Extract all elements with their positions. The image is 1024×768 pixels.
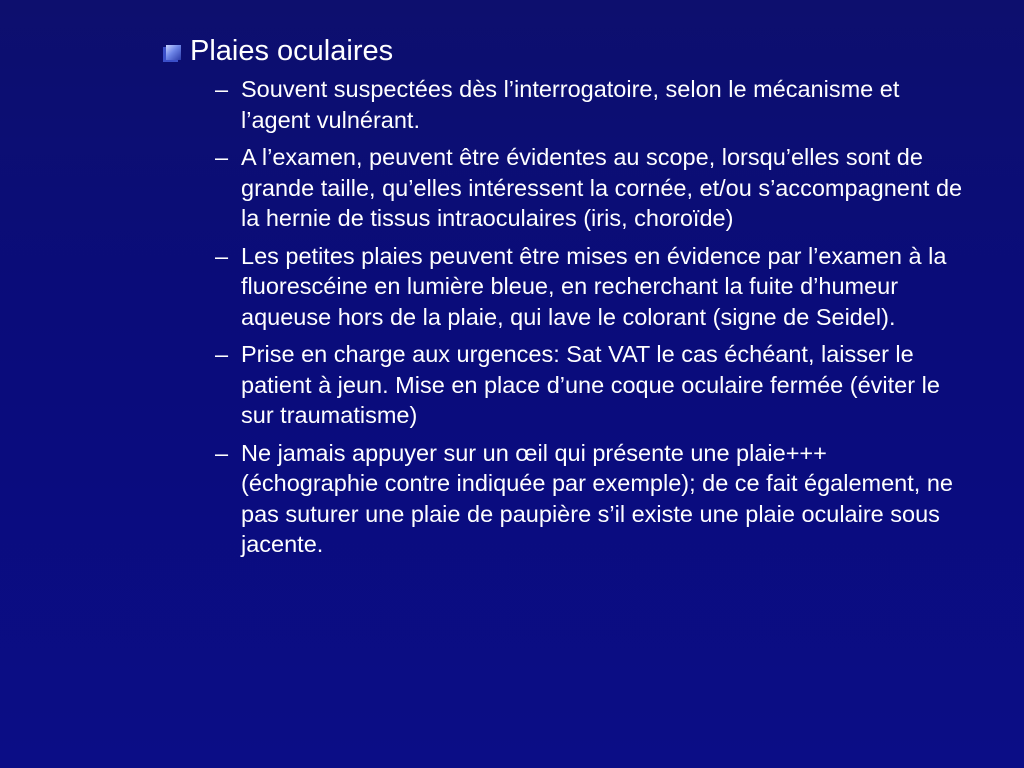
sub-bullet-item	[215, 74, 966, 135]
sub-bullet-text: Ne jamais appuyer sur un œil qui présente une plaie+++ (échographie contre indiquée par exemple); de ce fait également, ne pas suturer une plaie de paupière s’il existe une plaie oculaire sous jacente.	[241, 439, 953, 557]
dash-marker: –	[215, 242, 229, 269]
sub-bullet-item	[215, 142, 966, 234]
sub-bullet-text: A l’examen, peuvent être évidentes au scope, lorsqu’elles sont de grande taille, qu’elles intéressent la cornée, et/ou s’accompagnent de la hernie de tissus intraoculaires (iris, choroïde)	[241, 144, 963, 231]
sub-bullet-text: Les petites plaies peuvent être mises en évidence par l’examen à la fluorescéine en lumière bleue, en recherchant la fuite d’humeur aqueuse hors de la plaie, qui lave le colorant (signe de Seidel).	[241, 242, 947, 330]
sub-bullet-item	[215, 339, 966, 431]
sub-bullet-text: Prise en charge aux urgences: Sat VAT le cas échéant, laisser le patient à jeun. Mise en place d’une coque oculaire fermée (éviter le sur traumatisme)	[241, 341, 940, 428]
square-bullet-icon	[166, 45, 181, 60]
main-bullet	[166, 34, 966, 68]
sub-bullet-list	[215, 74, 966, 560]
dash-marker: –	[215, 144, 229, 170]
dash-marker: –	[215, 76, 229, 102]
sub-bullet-item	[215, 241, 966, 333]
bullet-block	[166, 34, 966, 567]
sub-bullet-item	[215, 438, 966, 560]
slide-title: Plaies oculaires	[190, 35, 394, 67]
dash-marker: –	[215, 439, 229, 466]
sub-bullet-text: Souvent suspectées dès l’interrogatoire, selon le mécanisme et l’agent vulnérant.	[241, 76, 900, 133]
dash-marker: –	[215, 341, 229, 367]
